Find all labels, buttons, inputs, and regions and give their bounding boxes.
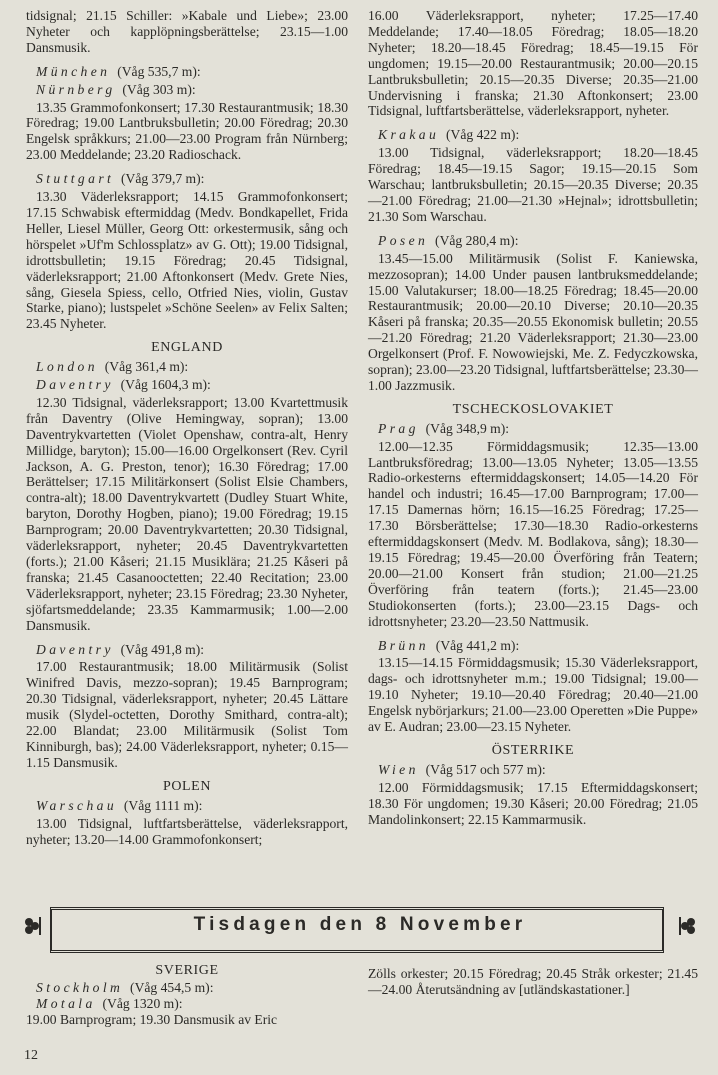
station-daventry-2 xyxy=(36,642,348,658)
station-name: London xyxy=(36,359,98,375)
station-name: München xyxy=(36,63,111,79)
right-column xyxy=(368,8,698,828)
program-brunn: 13.15—14.15 Förmiddagsmusik; 15.30 Väderleksrapport, dags- och idrottsnyheter m.m.; 19.00 Tidsignal; 19.00—19.10 Nyheter; 19.10—20.40 Föredrag; 20.40—21.00 Engelsk nybörjarkurs; 21.00—23.00 Operetten »Die Puppe» av E. Audran; 23.00—23.15 Nyheter. xyxy=(368,655,698,735)
station-london xyxy=(36,359,348,375)
station-name: Brünn xyxy=(378,637,429,653)
station-wave: (Våg 517 och 577 m): xyxy=(425,761,546,777)
program-warschau: 13.00 Tidsignal, luftfartsberättelse, väderleksrapport, nyheter; 13.20—14.00 Grammofonkonsert; xyxy=(26,815,348,847)
program-prag: 12.00—12.35 Förmiddagsmusik; 12.35—13.00 Lantbruksföredrag; 13.00—13.05 Nyheter; 13.05—13.55 Radio-orkesterns eftermiddagskonsert; 14.05—14.20 För handel och industri; 16.45—17.00 Barnprogram; 17.00—17.15 Damernas hörn; 16.15—16.25 Föredrag; 17.25—17.30 Börsberättelse; 17.30—18.30 Radio-orkesterns eftermiddagskonsert (Medv. M. Bodlakova, sång); 18.30—19.15 Föredrag; 19.45—20.00 Överföring från Teatern; 20.00—21.00 Konsert från studion; 21.00—21.25 Överföring från teatern (forts.); 21.45—23.00 Studiokonserten (forts.); 23.00—23.15 Dags- och idrottsnyheter; 23.20—23.50 Nattmusik. xyxy=(368,438,698,629)
station-name: Warschau xyxy=(36,797,118,813)
station-wave: (Våg 1111 m): xyxy=(123,797,203,813)
station-name: Daventry xyxy=(36,377,114,393)
right-top-continuation: 16.00 Väderleksrapport, nyheter; 17.25—17.40 Meddelande; 17.40—18.05 Föredrag; 18.05—18.20 Nyheter; 18.20—18.45 Föredrag; 18.45—19.15 För ungdomen; 19.15—20.00 Restaurantmusik; 20.00—20.15 Lantbruksbulletin; 20.15—20.35 Diverse; 20.35—21.00 Undervisning i franska; 21.30 Aftonkonsert; 23.00 Tidsignal, luftfartsberättelse, väderleksrapport, nyheter. xyxy=(368,8,698,119)
station-wave: (Våg 379,7 m): xyxy=(121,171,205,187)
page-number: 12 xyxy=(24,1048,38,1063)
program-daventry-2: 17.00 Restaurantmusik; 18.00 Militärmusik (Solist Winifred Davis, mezzo-sopran); 19.45 Barnprogram; 20.30 Tidsignal, väderleksrapport, nyheter; 20.45 Lättare musik (Slydel-octetten, Dorothy Smithard, contra-alt); 22.00 Blandat; 23.00 Militärmusik (Solist Tom Kinniburgh, bas); 24.00 Väderleksrapport, nyheter; 0.15—1.15 Dansmusik. xyxy=(26,659,348,770)
station-name: Daventry xyxy=(36,641,114,657)
bottom-right-column xyxy=(368,966,698,999)
station-name: Prag xyxy=(378,420,419,436)
program-munchen: 13.35 Grammofonkonsert; 17.30 Restaurantmusik; 18.30 Föredrag; 19.00 Lantbruksbulletin; 20.00 Föredrag; 20.30 Engelsk språkkurs; 21.00—23.00 Program från Nürnberg; 23.00 Meddelande; 23.20 Radioschack. xyxy=(26,99,348,163)
program-london: 12.30 Tidsignal, väderleksrapport; 13.00 Kvartettmusik från Daventry (Olive Hemingway, sopran); 13.00 Daventrykvartetten (Violet Openshaw, contra-alt, Henry Millidge, baryton); 15.00—16.00 Orgelkonsert (Rev. Cyril Jackson, A. G. Preston, tenor); 16.30 Föredrag; 17.00 Berättelser; 17.15 Militärkonsert (Solist Elsie Chambers, contra-alt); 18.00 Daventrykvartett (Dudley Stuart White, baryton, Dorothy Hogben, piano); 19.00 Föredrag; 19.15 Barnprogram; 20.00 Daventrykvartetten; 20.30 Tidsignal, väderleksrapport, nyheter; 20.45 Daventrykvartetten (forts.); 21.00 Kåseri; 21.15 Musiklära; 21.25 Kåseri på franska; 21.45 Casanooctetten; 22.40 Recitation; 23.00 Väderleksrapport, nyheter; 23.15 Föredrag; 23.30 Nyheter, sjöfartsmeddelande; 23.35 Kammarmusik; 1.00—2.00 Dansmusik. xyxy=(26,394,348,633)
station-stuttgart xyxy=(36,171,348,187)
program-wien: 12.00 Förmiddagsmusik; 17.15 Eftermiddagskonsert; 18.30 För ungdomen; 19.30 Kåseri; 20.00 Föredrag; 21.05 Mandolinkonsert; 22.15 Kammarmusik. xyxy=(368,779,698,827)
country-heading-tjeckoslovakiet: TSCHECKOSLOVAKIET xyxy=(452,401,614,417)
station-name: Stuttgart xyxy=(36,171,115,187)
country-heading-osterrike: ÖSTERRIKE xyxy=(491,742,575,758)
station-daventry xyxy=(36,377,348,393)
station-stockholm xyxy=(36,980,348,996)
station-name: Nürnberg xyxy=(36,81,116,97)
station-name: Posen xyxy=(378,232,429,248)
station-name: Wien xyxy=(378,761,419,777)
ornament-right-icon xyxy=(676,915,698,937)
station-wave: (Våg 535,7 m): xyxy=(117,63,201,79)
station-wave: (Våg 280,4 m): xyxy=(435,232,519,248)
station-name: Motala xyxy=(36,995,96,1011)
station-prag xyxy=(378,421,698,437)
bottom-left-column xyxy=(26,963,348,1028)
station-wave: (Våg 303 m): xyxy=(122,81,196,97)
station-wave: (Våg 1320 m): xyxy=(102,995,183,1011)
program-krakau: 13.00 Tidsignal, väderleksrapport; 18.20—18.45 Föredrag; 18.45—19.15 Sagor; 19.15—20.15 Som Warschau; lantbruksbulletin; 20.15—20.35 Diverse; 20.35—21.00 Föredrag; 21.00—21.30 »Hejnal»; idrottsbulletin; 21.30 Som Warschau. xyxy=(368,145,698,224)
program-sverige-continued: Zölls orkester; 20.15 Föredrag; 20.45 Stråk orkester; 21.45—24.00 Återutsändning av [utländskastationer.] xyxy=(368,966,698,998)
date-banner xyxy=(20,905,700,951)
station-wave: (Våg 1604,3 m): xyxy=(120,377,211,393)
station-nurnberg xyxy=(36,82,348,98)
station-name: Stockholm xyxy=(36,979,124,995)
station-name: Krakau xyxy=(378,127,440,143)
station-wien xyxy=(378,762,698,778)
station-warschau xyxy=(36,798,348,814)
country-heading-england: ENGLAND xyxy=(151,340,223,356)
station-krakau xyxy=(378,127,698,143)
program-posen: 13.45—15.00 Militärmusik (Solist F. Kaniewska, mezzosopran); 14.00 Under pausen lantbruksmeddelande; 15.00 Valutakurser; 18.00—18.25 Föredrag; 18.45—20.00 Restaurantmusik; 20.00—20.10 Diverse; 20.10—20.35 Kåseri på franska; 20.35—20.55 Ekonomisk bulletin; 20.55—21.20 Föredrag; 21.20 Väderleksrapport; 21.30—23.00 Orgelkonsert (Prof. F. Nowowiejski, Me. Z. Fedyczkowska, sopran); 23.00—23.20 Tidsignal, luftfartsberättelse; 23.30—1.00 Jazzmusik. xyxy=(368,250,698,393)
left-column xyxy=(26,8,348,847)
station-wave: (Våg 441,2 m): xyxy=(435,637,520,653)
station-wave: (Våg 361,4 m): xyxy=(104,359,189,375)
station-brunn xyxy=(378,638,698,654)
program-sverige: 19.00 Barnprogram; 19.30 Dansmusik av Eric xyxy=(26,1011,278,1027)
country-heading-polen: POLEN xyxy=(162,778,212,794)
station-munchen xyxy=(36,64,348,80)
left-top-continuation: tidsignal; 21.15 Schiller: »Kabale und Liebe»; 23.00 Nyheter och kapplöpningsberättelse; 23.15—1.00 Dansmusik. xyxy=(26,8,348,55)
country-heading-sverige: SVERIGE xyxy=(155,963,219,978)
station-wave: (Våg 454,5 m): xyxy=(130,979,214,995)
station-posen xyxy=(378,233,698,249)
station-wave: (Våg 422 m): xyxy=(446,127,520,143)
banner-title: Tisdagen den 8 November xyxy=(193,914,527,935)
station-motala xyxy=(36,996,348,1012)
station-wave: (Våg 491,8 m): xyxy=(120,641,205,657)
station-wave: (Våg 348,9 m): xyxy=(425,420,510,436)
program-stuttgart: 13.30 Väderleksrapport; 14.15 Grammofonkonsert; 17.15 Schwabisk eftermiddag (Medv. Bondkapellet, Frida Heller, Liesel Müller, Georg Ott: orkestermusik, sång och hörspelet »Uf'm Schlossplatz» av G. Ott); 19.00 Tidsignal, idrottsbulletin; 19.15 Föredrag; 20.45 Tidsignal, väderleksrapport; 21.00 Aftonkonsert (Medv. Grete Nies, sång, Giesela Spiess, cello, Otfried Nies, violin, Gustav Starke, piano); lustspelet »Schöne Seelen» av Felix Salten; 23.45 Nyheter. xyxy=(26,189,348,332)
